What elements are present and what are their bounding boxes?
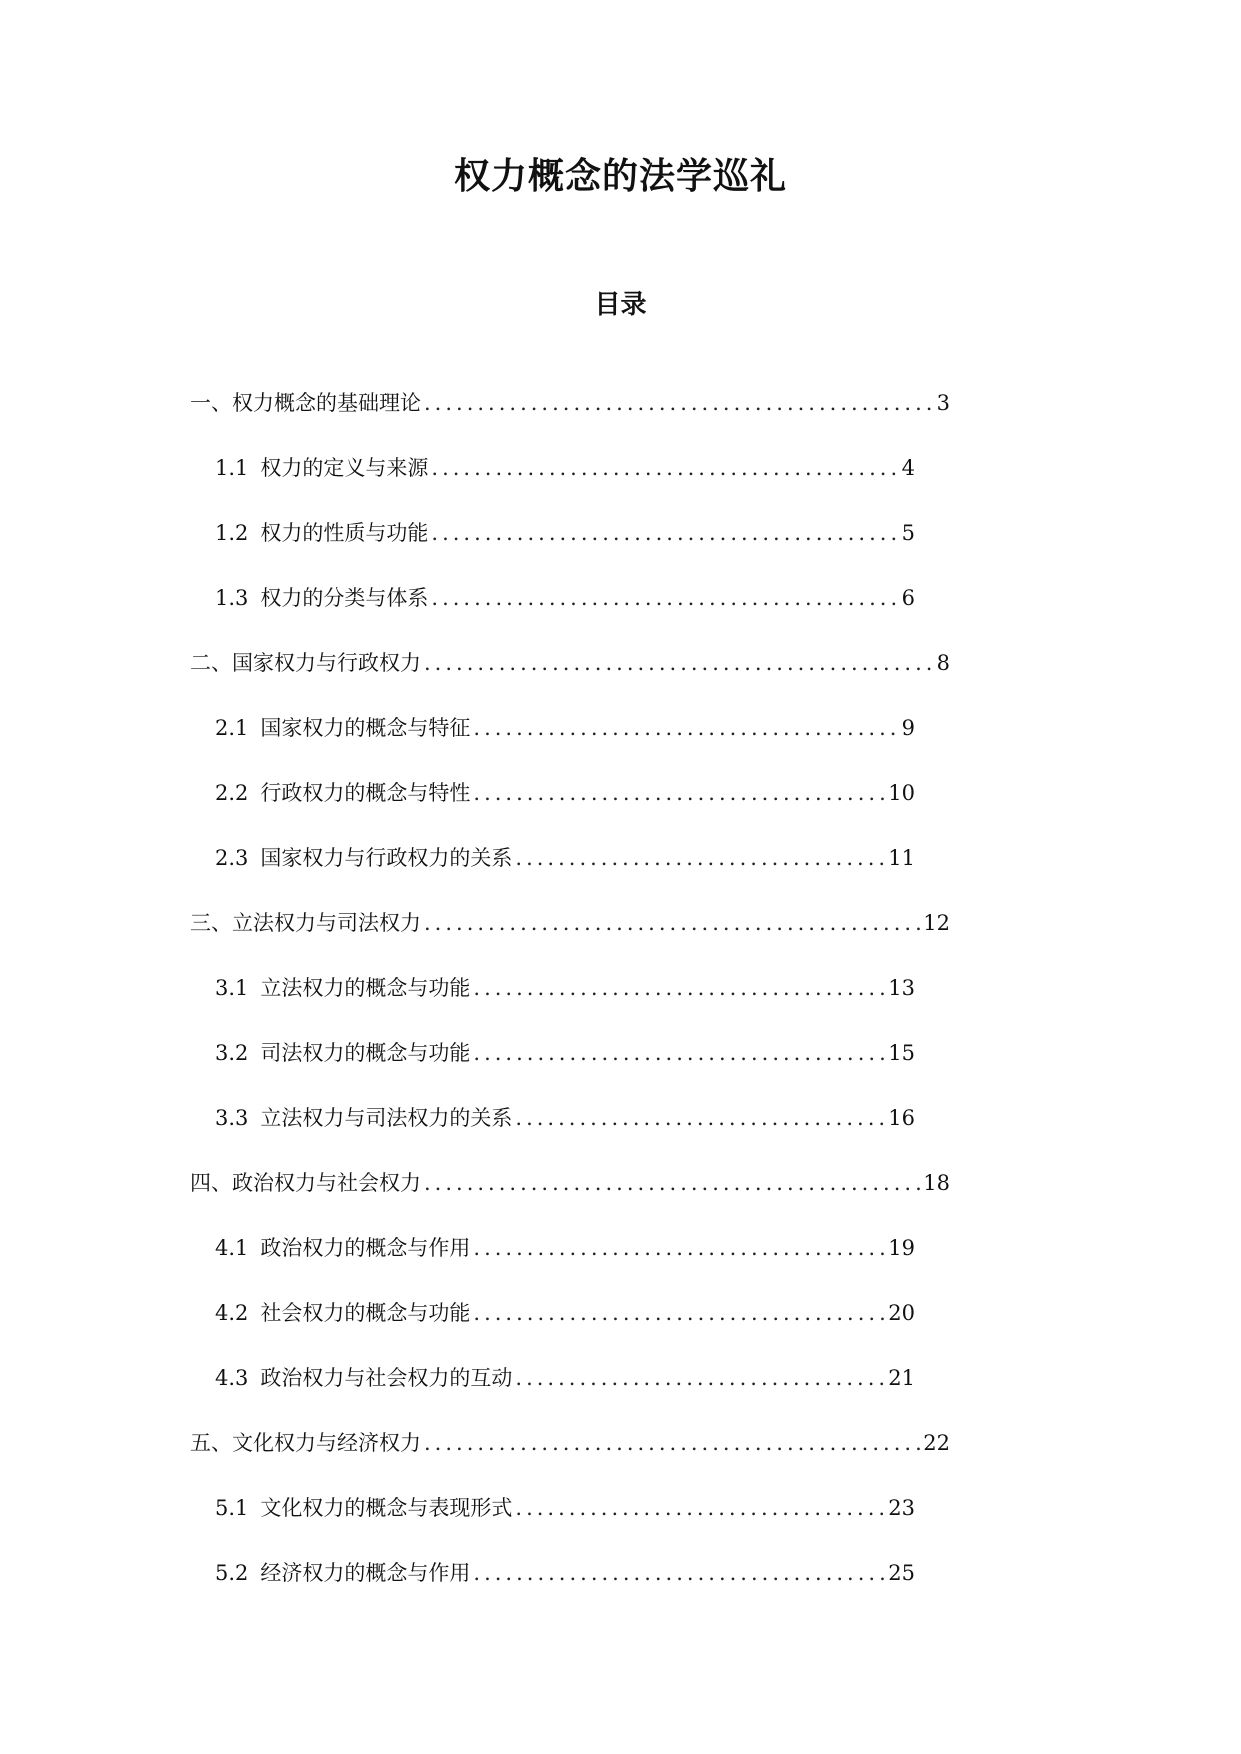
- toc-entry[interactable]: [190, 1555, 915, 1620]
- toc-section-number: 3.3: [215, 1106, 249, 1130]
- toc-entry-title: 三、立法权力与司法权力: [190, 911, 421, 935]
- toc-page-number: 22: [923, 1431, 950, 1455]
- toc-entry-title: 国家权力的概念与特征: [260, 716, 471, 740]
- toc-dot-leader: [473, 1230, 885, 1266]
- toc-dot-leader: [431, 580, 898, 616]
- toc-section-number: 1.1: [215, 456, 249, 480]
- toc-section-number: 5.1: [215, 1496, 249, 1520]
- toc-dot-leader: [424, 1165, 920, 1201]
- toc-dot-leader: [515, 1490, 885, 1526]
- toc-section-number: 4.2: [215, 1301, 249, 1325]
- toc-dot-leader: [424, 645, 934, 681]
- toc-entry[interactable]: [190, 1360, 915, 1425]
- toc-entry[interactable]: [190, 1035, 915, 1100]
- toc-entry-title: 国家权力与行政权力的关系: [260, 846, 513, 870]
- toc-page-number: 15: [888, 1041, 915, 1065]
- toc-dot-leader: [473, 970, 885, 1006]
- toc-section-number: 2.2: [215, 781, 249, 805]
- toc-entry-title: 经济权力的概念与作用: [260, 1561, 471, 1585]
- toc-entry-title: 立法权力与司法权力的关系: [260, 1106, 513, 1130]
- toc-page-number: 11: [888, 846, 915, 870]
- toc-page-number: 6: [901, 586, 915, 610]
- toc-entry-title: 二、国家权力与行政权力: [190, 651, 421, 675]
- document-title: 权力概念的法学巡礼: [453, 155, 787, 197]
- toc-dot-leader: [515, 1100, 885, 1136]
- toc-entry[interactable]: [190, 840, 915, 905]
- toc-dot-leader: [515, 840, 885, 876]
- toc-dot-leader: [424, 905, 920, 941]
- toc-entry[interactable]: [190, 645, 950, 710]
- toc-dot-leader: [424, 385, 934, 421]
- toc-section-number: 1.2: [215, 521, 249, 545]
- toc-page-number: 3: [936, 391, 950, 415]
- toc-page-number: 12: [923, 911, 950, 935]
- toc-page-number: 10: [888, 781, 915, 805]
- toc-entry[interactable]: [190, 450, 915, 515]
- toc-page-number: 9: [901, 716, 915, 740]
- toc-section-number: 3.1: [215, 976, 249, 1000]
- toc-page-number: 4: [901, 456, 915, 480]
- toc-section-number: 2.3: [215, 846, 249, 870]
- toc-section-number: 3.2: [215, 1041, 249, 1065]
- toc-entry[interactable]: [190, 710, 915, 775]
- toc-section-number: 5.2: [215, 1561, 249, 1585]
- toc-page-number: 23: [888, 1496, 915, 1520]
- toc-entry[interactable]: [190, 1425, 950, 1490]
- toc-entry[interactable]: [190, 905, 950, 970]
- toc-dot-leader: [431, 515, 898, 551]
- toc-entry[interactable]: [190, 385, 950, 450]
- toc-entry[interactable]: [190, 1165, 950, 1230]
- toc-page-number: 19: [888, 1236, 915, 1260]
- toc-entry-title: 立法权力的概念与功能: [260, 976, 471, 1000]
- toc-entry-title: 行政权力的概念与特性: [260, 781, 471, 805]
- toc-entry-title: 四、政治权力与社会权力: [190, 1171, 421, 1195]
- toc-page-number: 25: [888, 1561, 915, 1585]
- toc-entry[interactable]: [190, 1295, 915, 1360]
- toc-dot-leader: [515, 1360, 885, 1396]
- toc-entry[interactable]: [190, 775, 915, 840]
- toc-page-number: 18: [923, 1171, 950, 1195]
- toc-entry-title: 五、文化权力与经济权力: [190, 1431, 421, 1455]
- toc-entry-title: 政治权力与社会权力的互动: [260, 1366, 513, 1390]
- toc-entry[interactable]: [190, 580, 915, 645]
- toc-page-number: 21: [888, 1366, 915, 1390]
- toc-dot-leader: [424, 1425, 920, 1461]
- toc-entry-title: 一、权力概念的基础理论: [190, 391, 421, 415]
- toc-dot-leader: [431, 450, 898, 486]
- toc-section-number: 1.3: [215, 586, 249, 610]
- toc-dot-leader: [473, 1035, 885, 1071]
- toc-dot-leader: [473, 1555, 885, 1591]
- toc-entry-title: 政治权力的概念与作用: [260, 1236, 471, 1260]
- table-of-contents: [190, 385, 950, 1620]
- toc-heading: 目录: [594, 290, 647, 320]
- toc-entry-title: 权力的性质与功能: [260, 521, 429, 545]
- toc-section-number: 2.1: [215, 716, 249, 740]
- toc-page-number: 13: [888, 976, 915, 1000]
- toc-entry-title: 权力的分类与体系: [260, 586, 429, 610]
- toc-page-number: 16: [888, 1106, 915, 1130]
- toc-entry[interactable]: [190, 1230, 915, 1295]
- toc-entry[interactable]: [190, 970, 915, 1035]
- toc-entry-title: 文化权力的概念与表现形式: [260, 1496, 513, 1520]
- toc-dot-leader: [473, 1295, 885, 1331]
- toc-dot-leader: [473, 775, 885, 811]
- toc-entry[interactable]: [190, 1490, 915, 1555]
- toc-entry-title: 权力的定义与来源: [260, 456, 429, 480]
- toc-section-number: 4.3: [215, 1366, 249, 1390]
- toc-page-number: 20: [888, 1301, 915, 1325]
- toc-page-number: 5: [901, 521, 915, 545]
- toc-entry-title: 社会权力的概念与功能: [260, 1301, 471, 1325]
- toc-section-number: 4.1: [215, 1236, 249, 1260]
- toc-page-number: 8: [936, 651, 950, 675]
- toc-entry[interactable]: [190, 1100, 915, 1165]
- toc-dot-leader: [473, 710, 898, 746]
- toc-entry[interactable]: [190, 515, 915, 580]
- toc-entry-title: 司法权力的概念与功能: [260, 1041, 471, 1065]
